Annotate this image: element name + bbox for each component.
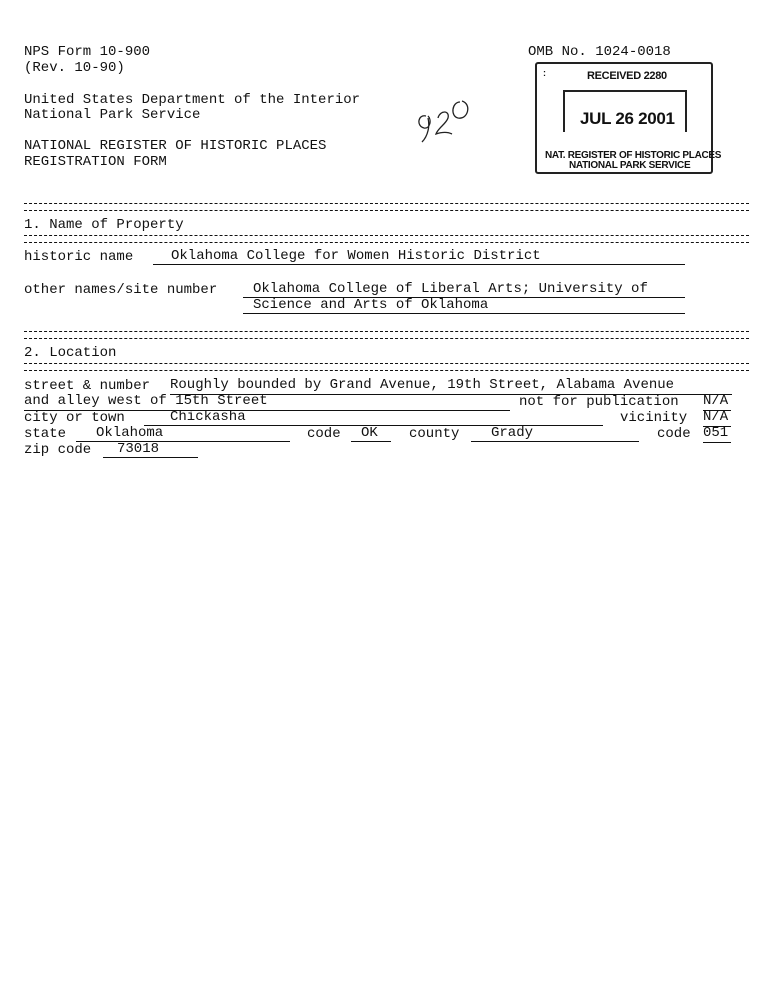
not-for-publication-value: N/A <box>703 394 731 411</box>
historic-name-label: historic name <box>24 249 134 265</box>
not-for-publication-label: not for publication <box>519 394 679 410</box>
department-name: United States Department of the Interior <box>24 92 361 108</box>
other-names-value-line1: Oklahoma College of Liberal Arts; University of <box>243 282 685 298</box>
stamp-org-line1: NAT. REGISTER OF HISTORIC PLACES <box>545 150 722 161</box>
state-label: state <box>24 426 67 442</box>
county-label: county <box>409 426 460 442</box>
county-value: Grady <box>471 426 639 442</box>
other-names-label: other names/site number <box>24 282 218 298</box>
zip-value: 73018 <box>103 442 198 458</box>
zip-label: zip code <box>24 442 92 458</box>
section-divider <box>24 331 749 339</box>
street-value-line2: and alley west of 15th Street <box>24 394 510 411</box>
state-value: Oklahoma <box>76 426 290 442</box>
form-subtitle: REGISTRATION FORM <box>24 154 167 170</box>
received-stamp <box>535 62 722 174</box>
form-number: NPS Form 10-900 <box>24 44 151 60</box>
other-names-value-line2: Science and Arts of Oklahoma <box>243 298 685 314</box>
historic-name-value: Oklahoma College for Women Historic District <box>153 249 685 265</box>
omb-number: OMB No. 1024-0018 <box>528 44 671 60</box>
vicinity-label: vicinity <box>620 410 688 426</box>
form-revision: (Rev. 10-90) <box>24 60 125 76</box>
state-code-value: OK <box>351 426 391 442</box>
stamp-tick: : <box>543 68 546 78</box>
street-label: street & number <box>24 378 151 394</box>
state-code-label: code <box>307 426 341 442</box>
city-value: Chickasha <box>144 410 603 426</box>
stamp-received: RECEIVED 2280 <box>587 70 667 82</box>
form-title: NATIONAL REGISTER OF HISTORIC PLACES <box>24 138 327 154</box>
handwritten-note <box>412 96 478 146</box>
section-divider <box>24 235 749 243</box>
stamp-date: JUL 26 2001 <box>580 109 675 128</box>
section-divider <box>24 363 749 371</box>
agency-name: National Park Service <box>24 107 201 123</box>
county-code-label: code <box>657 426 691 442</box>
section-2-heading: 2. Location <box>24 345 117 361</box>
stamp-org-line2: NATIONAL PARK SERVICE <box>569 160 691 171</box>
street-value-line1: Roughly bounded by Grand Avenue, 19th Street, Alabama Avenue <box>170 378 732 395</box>
city-label: city or town <box>24 410 125 426</box>
section-divider <box>24 203 749 211</box>
vicinity-value: N/A <box>703 410 731 427</box>
county-code-value: 051 <box>703 426 731 443</box>
section-1-heading: 1. Name of Property <box>24 217 184 233</box>
